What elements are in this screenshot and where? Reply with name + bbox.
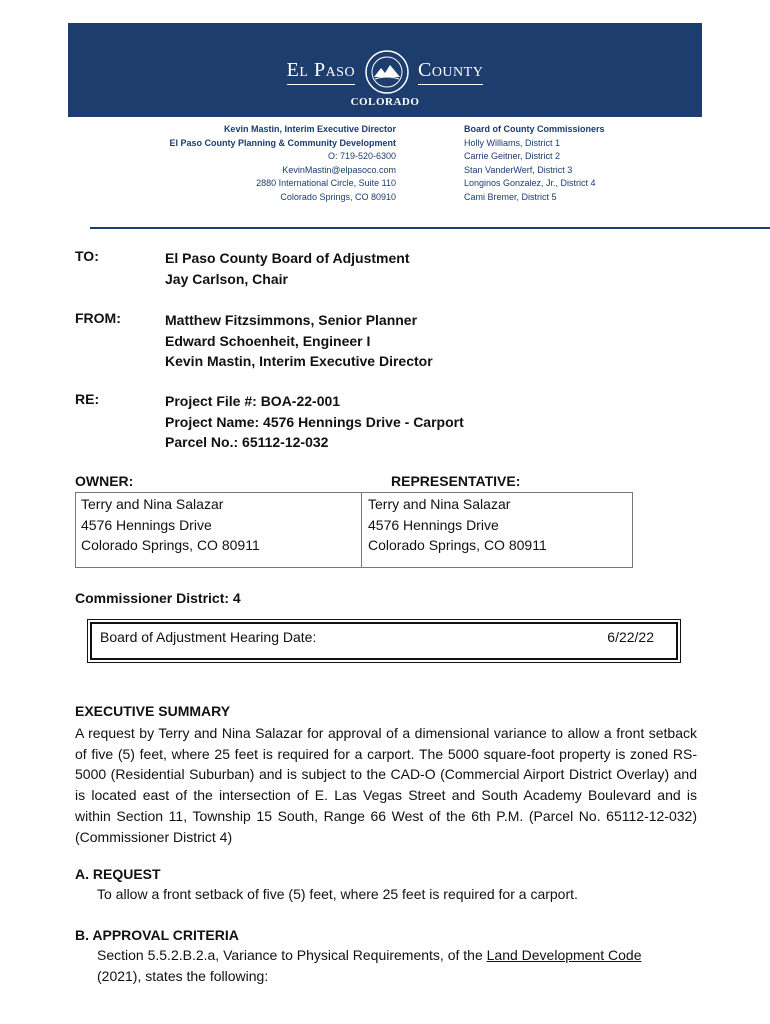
commissioners-title: Board of County Commissioners (464, 124, 605, 134)
to-line: El Paso County Board of Adjustment (165, 250, 410, 266)
letterhead-banner (68, 23, 702, 117)
address-line-2: Colorado Springs, CO 80910 (280, 191, 396, 202)
to-line: Jay Carlson, Chair (165, 270, 288, 287)
executive-summary-title: EXECUTIVE SUMMARY (75, 703, 231, 719)
from-line: Edward Schoenheit, Engineer I (165, 332, 371, 349)
re-line: Project File #: BOA-22-001 (165, 393, 341, 409)
hearing-date-label: Board of Adjustment Hearing Date: (100, 629, 317, 645)
hearing-date-value: 6/22/22 (607, 629, 654, 645)
department-name: El Paso County Planning & Community Development (169, 137, 396, 148)
brand-left: El Paso (287, 59, 355, 85)
commissioner-4: Longinos Gonzalez, Jr., District 4 (464, 178, 596, 189)
owner-line: Terry and Nina Salazar (81, 496, 224, 512)
owner-label: OWNER: (75, 473, 134, 489)
from-line: Matthew Fitzsimmons, Senior Planner (165, 312, 418, 328)
commissioner-5: Cami Bremer, District 5 (464, 191, 557, 202)
email: KevinMastin@elpasoco.com (282, 164, 396, 175)
office-phone: O: 719-520-6300 (327, 151, 396, 162)
rep-line: 4576 Hennings Drive (368, 516, 499, 533)
owner-table (75, 492, 633, 568)
state-label: COLORADO (350, 96, 420, 108)
re-line: Project Name: 4576 Hennings Drive - Carport (165, 413, 464, 430)
rep-line: Terry and Nina Salazar (368, 496, 511, 512)
commissioner-2: Carrie Geitner, District 2 (464, 151, 561, 162)
re-label: RE: (75, 391, 100, 407)
owner-line: Colorado Springs, CO 80911 (81, 537, 260, 553)
approval-criteria-title: B. APPROVAL CRITERIA (75, 927, 239, 943)
commissioners-list (464, 123, 605, 205)
commissioner-3: Stan VanderWerf, District 3 (464, 164, 573, 175)
re-line: Parcel No.: 65112-12-032 (165, 434, 329, 450)
request-title: A. REQUEST (75, 866, 161, 882)
commissioner-1: Holly Williams, District 1 (464, 137, 561, 148)
header-divider (90, 227, 770, 229)
county-logo (68, 49, 702, 95)
to-label: TO: (75, 248, 99, 264)
commissioner-district: Commissioner District: 4 (75, 590, 241, 606)
approval-criteria-text (97, 945, 697, 986)
rep-line: Colorado Springs, CO 80911 (368, 537, 547, 553)
owner-line: 4576 Hennings Drive (81, 516, 212, 533)
address-line-1: 2880 International Circle, Suite 110 (256, 178, 396, 189)
request-text: To allow a front setback of five (5) feet, where 25 feet is required for a carport. (97, 886, 578, 902)
criteria-text-after: (2021), states the following: (97, 967, 269, 984)
criteria-text-before: Section 5.5.2.B.2.a, Variance to Physical Requirements, of the (97, 947, 487, 963)
from-label: FROM: (75, 310, 121, 326)
owner-cell (81, 493, 260, 568)
director-name: Kevin Mastin, Interim Executive Director (223, 124, 396, 134)
brand-right: County (418, 59, 483, 85)
land-development-code-link[interactable]: Land Development Code (486, 947, 642, 963)
hearing-date-box (87, 619, 681, 663)
representative-cell (361, 493, 547, 567)
from-line: Kevin Mastin, Interim Executive Director (165, 353, 433, 369)
county-seal-icon (364, 49, 410, 95)
executive-summary-text: A request by Terry and Nina Salazar for approval of a dimensional variance to allow a front setback of five (5) feet, where 25 feet is required for a carport. The 5000 square-foot property is zoned RS-5000 (Residential Suburban) and is subject to the CAD-O (Commercial Airport District Overlay) and is located east of the intersection of E. Las Vegas Street and South Academy Boulevard and is within Section 11, Township 15 South, Range 66 West of the 6th P.M. (Parcel No. 65112-12-032) (Commissioner District 4) (75, 725, 697, 845)
department-contact (169, 123, 396, 205)
representative-label: REPRESENTATIVE: (391, 473, 521, 489)
